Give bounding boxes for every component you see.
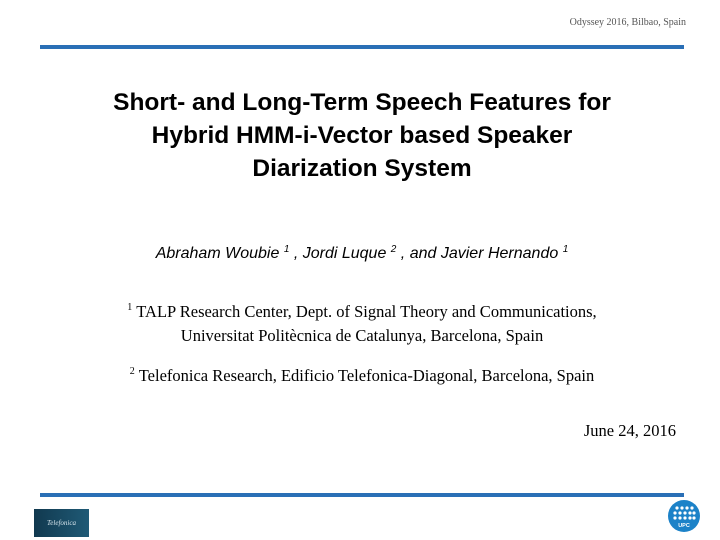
author-name: Javier Hernando	[440, 245, 559, 262]
conference-header: Odyssey 2016, Bilbao, Spain	[569, 17, 686, 28]
affiliation-2	[40, 360, 684, 388]
slide-title: Short- and Long-Term Speech Features for Hybrid HMM-i-Vector based Speaker Diarization System	[113, 89, 611, 182]
presentation-date: June 24, 2016	[583, 421, 676, 440]
bottom-rule	[40, 493, 684, 497]
telefonica-logo	[34, 509, 89, 537]
telefonica-logo-text: Telefonica	[47, 519, 76, 527]
affiliation-1	[40, 296, 684, 348]
author-affil-marker: 2	[390, 244, 397, 255]
affiliation-line: Telefonica Research, Edificio Telefonica-Diagonal, Barcelona, Spain	[138, 366, 595, 385]
author-separator: ,	[289, 245, 303, 262]
affiliation-marker: 2	[129, 366, 135, 377]
top-rule	[40, 45, 684, 49]
author-affil-marker: 1	[562, 244, 569, 255]
upc-logo-text: UPC	[678, 523, 690, 529]
author-line	[40, 244, 684, 263]
author-separator: , and	[396, 245, 441, 262]
affiliation-line: TALP Research Center, Dept. of Signal Theory and Communications,	[136, 302, 597, 321]
affiliation-marker: 1	[127, 302, 133, 313]
upc-logo	[667, 500, 701, 536]
affiliation-line: Universitat Politècnica de Catalunya, Barcelona, Spain	[180, 326, 544, 345]
author-name: Jordi Luque	[302, 245, 387, 262]
author-affil-marker: 1	[283, 244, 290, 255]
author-name: Abraham Woubie	[155, 245, 280, 262]
